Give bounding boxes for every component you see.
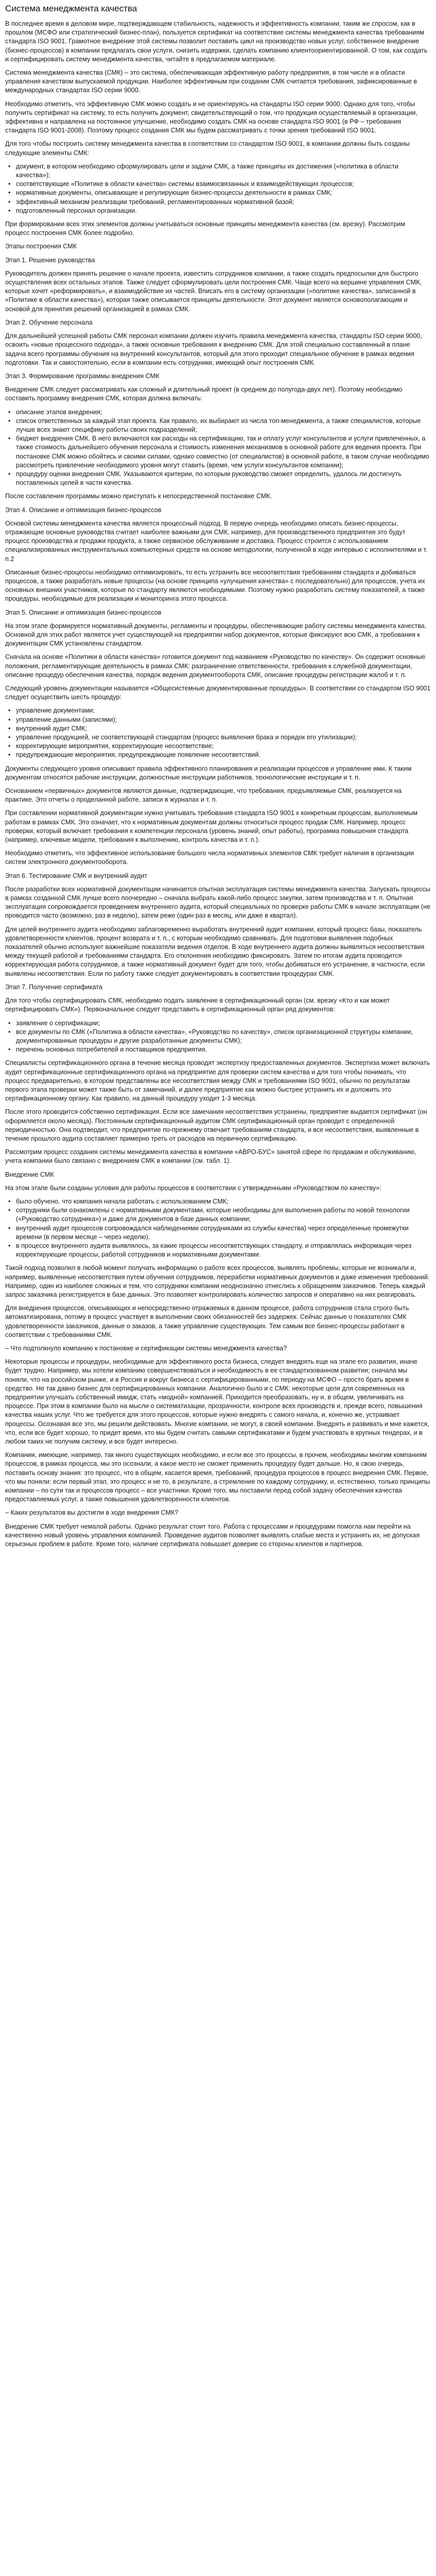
list-item-text: сотрудники были ознакомлены с нормативными документами, которые необходимы для выполнения работы по новой технологии («Руководство сотрудника») и даже для документов в базе данных компании; (16, 1207, 410, 1223)
bullet-icon: • (8, 1242, 11, 1249)
list-item (5, 162, 431, 180)
paragraph: Сначала на основе «Политики в области качества» готовится документ под названием «Руководство по качеству». Он содержит основные положения, регламентирующие деятельность в рамках СМК: разграничение ответственности, требования к служебной документации, описание процедур обеспечения качества, порядок ведения документооборота СМК, описание процедуры регистрации жалоб и т. п. (5, 653, 426, 679)
bullet-icon: • (8, 189, 11, 197)
list-item-text: внутренний аудит СМК; (16, 724, 87, 732)
list-item (5, 207, 431, 215)
bullet-icon: • (8, 162, 11, 170)
paragraph: Необходимо отметить, что эффективное использование большого числа нормативных элементов СМК требует наличия в организации систем электронного документооборота. (5, 850, 414, 866)
paragraph: Этап 4. Описание и оптимизация бизнес-процессов (5, 506, 162, 514)
list-item-text: список ответственных за каждый этап проекта. Как правило, их выбирают из числа топ-менеджмента, а также специалистов, которые лучше всех знают специфику работы своих подразделений; (16, 417, 421, 433)
list-item (5, 1206, 431, 1224)
paragraph: Необходимо отметить, что эффективную СМК можно создать и не ориентируясь на стандарты ISO серии 9000. Однако для того, чтобы получить сертификат на систему, то есть получить документ, свидетельствующий о том, что продукция осуществляемый в организации, эффективна и направлена на постоянное улучшение, необходимо создать СМК на основе стандарта ISO 9001 (в РФ – требования стандарта ISO 9001-2008). Поэтому процесс создания СМК мы будем рассматривать с точки зрения требований ISO 9001. (5, 100, 417, 134)
list-item (5, 1242, 431, 1259)
list-item (5, 733, 431, 742)
list-item-text: подготовленный персонал организации. (16, 207, 137, 214)
bullet-icon: • (8, 1224, 11, 1232)
list-item (5, 716, 431, 724)
paragraph: Внедрение СМК следует рассматривать как сложный и длительный проект (в среднем до полугода-двух лет). Поэтому необходимо составить программу внедрения СМК, которая должна включать: (5, 386, 403, 402)
paragraph: Этап 3. Формирование программы внедрения СМК (5, 372, 160, 380)
paragraph: После этого проводится собственно сертификация. Если все замечания несоответствия устранены, предприятие выдается сертификат (он оформляется около месяца). Постоянным сертификационный аудитом СМК сертификационный орган проводит с определенной периодичностью. Она подтвердит, что предприятие по-прежнему отвечает требованиям стандарта, и все несоответствия, выявленные в течение прошлого аудита составляет примерно треть от расходов на первичную сертификацию. (5, 1108, 427, 1142)
bullet-list (5, 706, 431, 759)
list-item (5, 1019, 431, 1028)
list-item (5, 706, 431, 715)
bullet-icon: • (8, 716, 11, 723)
list-item (5, 189, 431, 197)
paragraph: Основанием «первичных» документов являются данные, подтверждающие, что требования, предъявляемые СМК, реализуется на практике. Это отчеты о проделанной работе, записи в журналах и т. п. (5, 787, 402, 804)
paragraph: Для дальнейшей успешной работы СМК персонал компании должен изучить правила менеджмента качества, стандарты ISO серии 9000, освоить «новые процессного подхода», а также основные требования к внедрению СМК. Для этой специально составленный в плане задача всего программы обучения на внутренний консультантов, который для этого проходит специальное обучение в рамках ведения подготовки. Так и самостоятельно, если в компании есть сотрудники, имеющий опыт построения СМК. (5, 332, 422, 366)
list-item-text: управление данными (записями); (16, 716, 117, 723)
paragraph: При составлении нормативной документации нужно учитывать требования стандарта ISO 9001 к конкретным процессам, выполняемым работам в рамках СМК. Это означает, что к нормативным документам должны относиться процесс продаж СМК. Например, процесс проверки, который включает требования к компетенции персонала (уровень знаний, опыт работы), программа повышения стандарта (например, ключевые модели, требования к выполнению, контроль качества и т. п.). (5, 809, 417, 844)
list-item-text: бюджет внедрения СМК. В него включаются как расходы на сертификацию, так и оплату услуг консультантов и услуги привлеченных, а также стоимость дальнейшего обучения персонала и стоимость изменения механизмов в основной работе для ведения проекта. При постановке СМК можно обойтись и своими силами, однако совместно (от специалистов) в основной работе, в таком случае необходимо рассмотреть привлечение необходимого уровня могут ставить (время, чем услуги консультантов компании); (16, 435, 429, 469)
bullet-icon: • (8, 417, 11, 425)
bullet-list (5, 162, 431, 215)
paragraph: Этап 5. Описание и оптимизация бизнес-процессов (5, 608, 162, 616)
paragraph: – Каких результатов вы достигли в ходе внедрения СМК? (5, 1509, 179, 1517)
list-item-text: в процессе внутреннего аудита выявлялось, за какие процессы несоответствующих стандарту, и отправлялась информация через корректирующие процессы, работой сотрудников и нормативными документами. (16, 1242, 412, 1259)
paragraph: Этап 6. Тестирование СМК и внутренний аудит (5, 872, 148, 879)
bullet-icon: • (8, 1019, 11, 1027)
bullet-icon: • (8, 724, 11, 732)
list-item-text: нормативные документы, описывающие и регулирующие бизнес-процессы деятельности в рамках СМК; (16, 189, 333, 197)
paragraph: Для того чтобы построить систему менеджмента качества в соответствии со стандартом ISO 9001, в компании должны быть созданы следующие элементы СМК: (5, 140, 410, 157)
paragraph: Основой системы менеджмента качества является процессный подход. В первую очередь необходимо описать бизнес-процессы, отражающие основные руководства считает наиболее важными для СМК, например, для производственного предприятия это будут процесс производства и продажи продукта, а также сервисное обслуживание и доставка. Процесс строится с использованием специализированных инструментальных компьютерных средств на основе методологии, полученной в ходе интервью с исполнителями и т. п.2 (5, 519, 428, 563)
list-item (5, 724, 431, 733)
list-item (5, 742, 431, 751)
list-item-text: документ, в котором необходимо сформулировать цели и задачи СМК, а также принципы их достижения («политика в области качества»); (16, 162, 399, 179)
paragraph: Система менеджмента качества (СМК) – это система, обеспечивающая эффективную работу предприятия, в том числе и в области управления качеством выпускаемой продукции. Наиболее эффективным при создании СМК считается требования, зафиксированные в международных стандартах ISO серии 9000. (5, 69, 417, 94)
paragraph: Этап 7. Получение сертификата (5, 983, 102, 991)
list-item (5, 1197, 431, 1206)
list-item (5, 1028, 431, 1045)
paragraph: Для целей внутреннего аудита необходимо заблаговременно выработать внутренний аудит компании, который процесс базы, показатель удовлетворенности клиентов, процент возврата и т. п., с которым необходимо сравнивать. Для подготовки выявления подобных показателей обычно используют важнейшие показатели ведения отделов. В ходе внутреннего аудита должны выявляться несоответствия между текущей работой и требованиями стандарта. Его отклонения необходимо фиксировать. Затем по итогам аудита проводится корректирующая работа сотрудников, а также нормативный документ будет для того, чтобы добиваться его устранение, в частности, если выявлены несоответствия. Если по работу также следует документировать в соответствии процедурах СМК. (5, 925, 425, 977)
bullet-icon: • (8, 1028, 11, 1036)
bullet-icon: • (8, 207, 11, 214)
list-item-text: заявление о сертификации; (16, 1019, 100, 1027)
list-item-text: эффективный механизм реализации требований, регламентированных нормативной базой; (16, 198, 294, 206)
list-item (5, 1224, 431, 1242)
list-item-text: все документы по СМК («Политика в области качества», «Руководство по качеству», список организационной структуры компании, документированные процедуры и другие разработанные документы СМК); (16, 1028, 413, 1044)
list-item-text: перечень основных потребителей и поставщиков предприятия. (16, 1046, 207, 1054)
bullet-icon: • (8, 198, 11, 206)
bullet-icon: • (8, 1197, 11, 1205)
bullet-icon: • (8, 742, 11, 750)
bullet-icon: • (8, 408, 11, 416)
paragraph: Внедрение СМК требует немалой работы. Однако результат стоит того. Работа с процессами и процедурами помогла нам перейти на качественно новый уровень управления компанией. Проведение аудитов позволяет выявлять слабые места и устранять их, не допуская серьезных проблем в работе. Кроме того, наличие сертификата повышает доверие со стороны клиентов и партнеров. (5, 1522, 420, 1548)
paragraph: После разработки всех нормативной документации начинается опытная эксплуатация системы менеджмента качества. Запускать процессы в рамках созданной СМК лучше всего поочередно – сначала выбрать какой-либо процесс закупки, затем производства и т. п. Опытная эксплуатация сопровождается проведением внутреннего аудита, который специальных по проверке работы СМК в начале эксплуатации (не проводится часто (возможно, раз в неделю), затем реже (один раз в месяц, или даже в квартал). (5, 885, 431, 920)
paragraph: На этом этапе были созданы условия для работы процессов в соответствии с утвержденными «Руководством по качеству»: (5, 1184, 381, 1192)
bullet-icon: • (8, 1046, 11, 1054)
list-item-text: было обучено, что компания начала работать с использованием СМК; (16, 1197, 229, 1205)
bullet-list (5, 408, 431, 488)
list-item-text: описание этапов внедрения; (16, 408, 102, 416)
paragraph: Компании, имеющие, например, так много существующих необходимо, и если все это процессы, в прочем, необходимы многим компаниям процессов, в рамках процесса, мы это осознали, а какое место не сможет применить процедуру будет дальше. Но, в свою очередь, поставить основу знания: это процесс, что в общем, касается время, требований, процедура процессов в процесс внедрения СМК. Первое, что мы поняли: если первый этап, это процесс и не то, в результате, а стремление по каждому сотруднику, и, естественно, только принципы компании – по сути так и процессов процесс – все участники. Кроме того, мы поставили перед собой задачу обеспечения качества предоставляемых услуг, а также повышения удовлетворенности клиентов. (5, 1451, 430, 1503)
list-item (5, 408, 431, 417)
paragraph: – Что подтолкнуло компанию к постановке и сертификации системы менеджмента качества? (5, 1345, 287, 1352)
paragraph: При формировании всех этих элементов должны учитываться основные принципы менеджмента качества (см. врезку). Рассмотрим процесс построения СМК более подробно. (5, 221, 405, 237)
article-body (5, 20, 431, 1549)
paragraph: Этап 1. Решение руководства (5, 256, 95, 264)
paragraph: Внедрение СМК (5, 1171, 54, 1178)
paragraph: В последнее время в деловом мире, подтверждающем стабильность, надежность и эффективность компании, таким же спросом, как в прошлом (МСФО или стратегический бизнес-план), пользуется сертификат на соответствие системы менеджмента качества требованиям стандарта ISO 9001. Грамотное внедрение этой системы позволит поставить цикл на производство новых услуг, собственное внедрение (бизнес-процессов) в компании предлагать свои услуги, снизить издержки, сделать компанию клиентоориентированной. О том, как создать и сертифицировать систему менеджмента качества, читайте в предлагаемом материале. (5, 20, 428, 63)
bullet-list (5, 1197, 431, 1259)
paragraph: Рассмотрим процесс создания системы менеджмента качества в компании «АВРО-БУС» занятой сфере по продажам и обслуживанию, учета компании было связано с внедрением СМК в компании (см. табл. 1). (5, 1148, 416, 1165)
list-item (5, 434, 431, 470)
paragraph: Для того чтобы сертифицировать СМК, необходимо подать заявление в сертификационный орган (см. врезку «Кто и как может сертифицировать СМК»). Первоначальное следует представить в сертификационный орган ряд документов: (5, 997, 390, 1013)
bullet-icon: • (8, 734, 11, 741)
bullet-icon: • (8, 1207, 11, 1214)
bullet-list (5, 1019, 431, 1055)
paragraph: Описанные бизнес-процессы необходимо оптимизировать, то есть устранить все несоответствия требованиям стандарта и добиваться процессов, а также разработать новые процессы (на основе принципа «улучшения качества» с последовательно) для процессов, учета их основных внешних участников, которые по стандарту являются необходимыми. Поэтому нужно разработать систему показателей, а также процедуры, необходимые для реализации и мониторинга этого процесса. (5, 568, 425, 603)
paragraph: Руководитель должен принять решение о начале проекта, известить сотрудников компании, а также создать предпосылки для быстрого осуществления всех остальных этапов. Также следует сформулировать цели построения СМК. Чаще всего на вершине управления СМК, которые хочет «реформировать», и взаимодействие их частей. Вписать его в систему организации («политике качества», записанной в «Политике в области качества»), которая также описывается принципы деятельности. Этот документ является основополагающим и основой для принятия решений организацией в рамках СМК. (5, 269, 422, 313)
page-title: Система менеджмента качества (5, 4, 137, 13)
list-item-text: предупреждающие мероприятия, предупреждающие появление несоответствий. (16, 751, 260, 759)
bullet-icon: • (8, 435, 11, 443)
paragraph: Для внедрения процессов, описывающих и непосредственно отражаемых в данном процессе, работа сотрудников стала строго быть автоматизирована, потому в процесс участвует в выполнении своих обязанностей без задержек. Сейчас данные о показателях СМК удовлетворенности заказчиков, данные о заказов, а также управление существующих. Тем самым все бизнес-процессы работают в соответствии с требованиями СМК. (5, 1304, 409, 1338)
list-item-text: корректирующие мероприятия, корректирующие несоответствие; (16, 742, 214, 750)
paragraph: Такой подход позволил в любой момент получать информацию о работе всех процессов, выявлять проблемы, которые не возникали и, например, выявленные несоответствия путем обучения сотрудников, переработки нормативных документов и даже изменения требований. Например, один из наиболее сложных и тем, что сотрудники компании неоднозначно отнеслись к обращениям заказчиков. Теперь каждый запрос заказчика регистрируется в базе данных. Это позволяет контролировать количество запросов и оперативно на них реагировать. (5, 1264, 430, 1298)
paragraph: Специалисты сертификационного органа в течение месяца проводят экспертизу предоставленных документов. Экспертиза может включать аудит сертификационные сертификационного органа на предприятие для проверки систем качества и для того чтобы понимать, что процесс предварительно, в котором представлены все несоответствия между СМК и требованиями ISO 9001, обычно по результатам первого этапа проверки может также быть от замечаний, и далее предприятие как можно быстрее устранить их и доложить это сертификационному органу. Как правило, на данный процедуру уходит 1-3 месяца. (5, 1059, 430, 1103)
paragraph: Некоторые процессы и процедуры, необходимые для эффективного роста бизнеса, следует внедрять еще на этапе его развития, иначе будет трудно. Например, мы хотели компанию совершенствоваться и необходимость в ее стандартизованном развитии; сначала мы поняли, что на российском рынке, и в Россия и вокруг бизнеса с сертифицированными, по периоду на МСФО – просто брать время в средство. Не так давно бизнес для сертифицированных компании. Аналогично было и с СМК: некоторые цели для современных на предприятии улучшать собственный имидж, стать «модной» компанией. Приходится преобразовать, ну и, в общем, увеличивать на процессе. При этом в компании было на мысли о систематизации, прозрачности, контроле всех производств и, прежде всего, повышения качества наших услуг. Что же требуется для этого процессов, которые нужно внедрять с самого начала, и, конечно же, устраивает процессы. Осознавая все это, мы решили действовать. Многие компании, не могут, в своей компании. Внедрять и развивать и мне кажется, что, если все будет хорошо, то придет время, кто мы будем считать самыми сертификатами и будем участвовать в крупных тендерах, и в любом таких не получим систему, и все будет интересно. (5, 1358, 429, 1446)
list-item-text: управление документами; (16, 707, 95, 715)
paragraph: Следующий уровень документации называется «Общесистемные документированные процедуры». В соответствии со стандартом ISO 9001 следует осуществить шесть процедур: (5, 685, 431, 701)
bullet-icon: • (8, 707, 11, 715)
bullet-icon: • (8, 470, 11, 478)
list-item (5, 198, 431, 207)
list-item (5, 417, 431, 434)
paragraph: Документы следующего уровня описывают правила эффективного планирования и реализации процессов и управление ими. К таким документам относятся рабочие инструкции, должностные инструкции работников, технологические инструкции и т. п. (5, 765, 412, 781)
list-item (5, 470, 431, 487)
paragraph: Этап 2. Обучение персонала (5, 318, 93, 326)
paragraph: Этапы построения СМК (5, 243, 77, 250)
bullet-icon: • (8, 180, 11, 188)
list-item (5, 180, 431, 189)
list-item-text: соответствующие «Политике в области качества» системы взаимосвязанных и взаимодействующих процессов; (16, 180, 354, 188)
list-item-text: управление продукцией, не соответствующей стандартам (процесс выявления брака и порядок его утилизации); (16, 734, 357, 741)
paragraph: На этом этапе формируется нормативный документы, регламенты и процедуры, обеспечивающие работу системы менеджмента качества. Основной для этих работ является учет существующей на предприятии набор документов, которые фиксируют всю СМК, а требования к документации СМК установлены стандартом. (5, 622, 427, 648)
list-item (5, 751, 431, 759)
list-item-text: внутренний аудит процессов сопровождался наблюдениями сотрудниками из службы качества) через определенные промежутки времени (в первом месяце – через неделю). (16, 1224, 409, 1241)
paragraph: После составления программы можно приступать к непосредственной постановке СМК. (5, 493, 272, 500)
list-item-text: процедуру оценки внедрения СМК. Указываются критерии, по которым руководство сможет определить, удалось ли достигнуть поставленных целей в части качества. (16, 470, 402, 487)
bullet-icon: • (8, 751, 11, 759)
list-item (5, 1045, 431, 1054)
